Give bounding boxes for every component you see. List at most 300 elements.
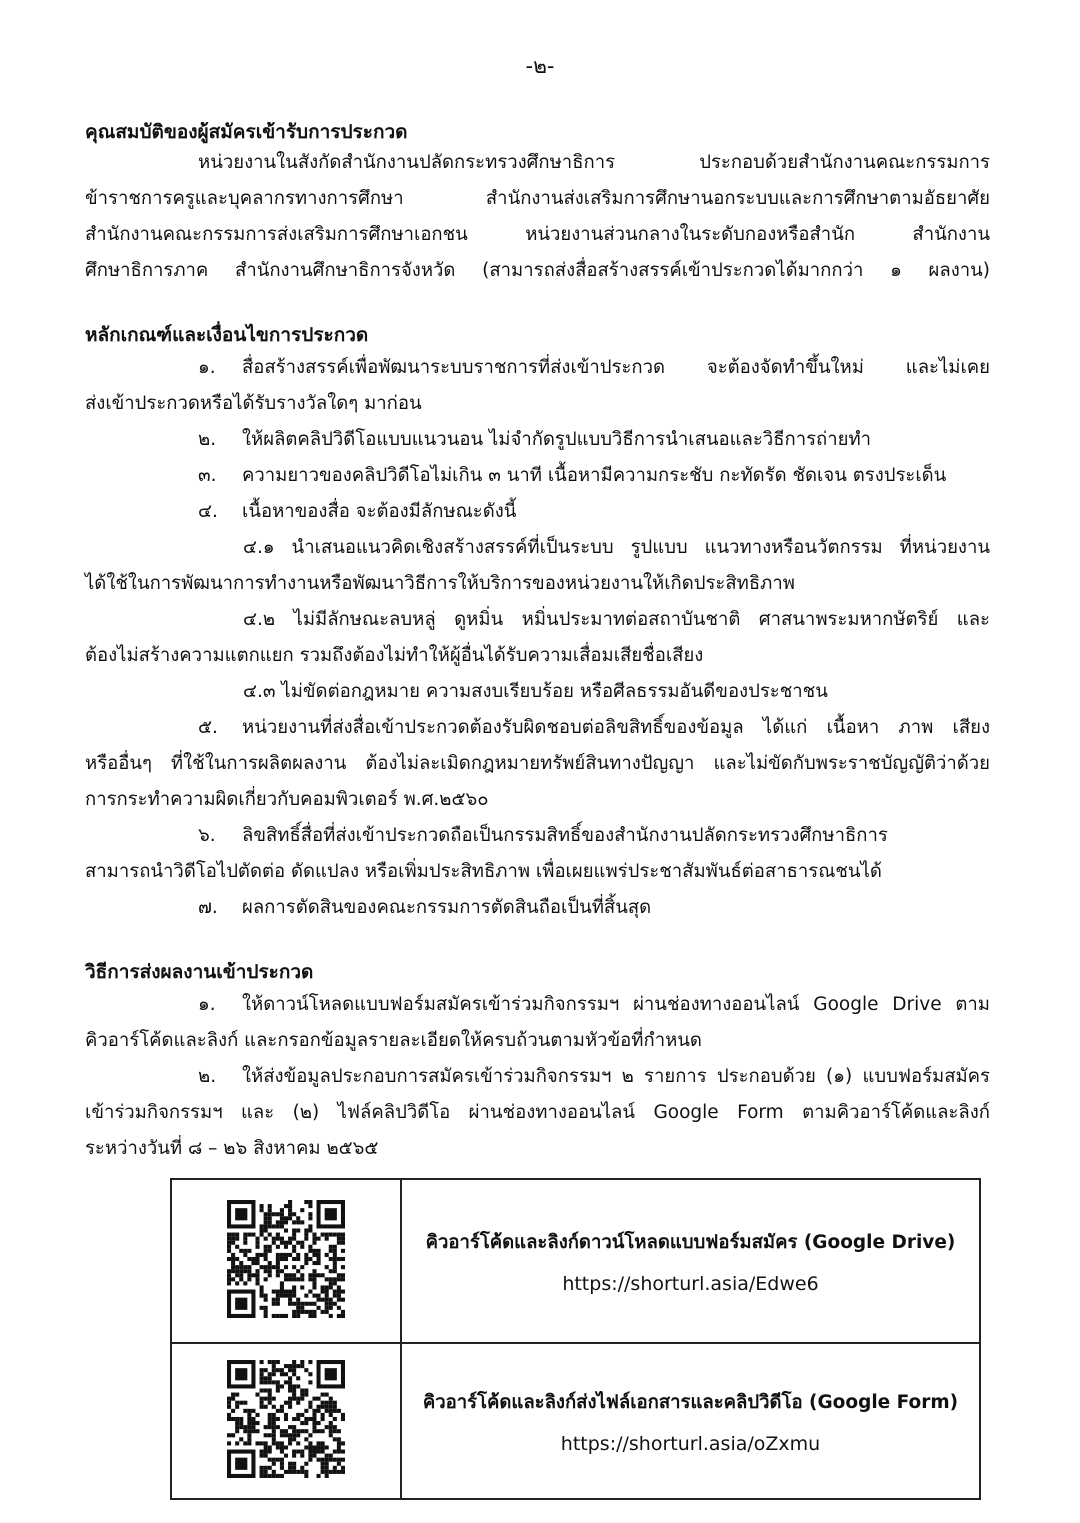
qr-module xyxy=(341,1441,345,1445)
qr-module xyxy=(317,1237,321,1241)
qr-module xyxy=(296,1298,300,1302)
qr-module xyxy=(308,1314,312,1318)
paragraph-line: ข้าราชการครูและบุคลากรทางการศึกษา สำนักงานส่งเสริมการศึกษานอกระบบและการศึกษาตามอัธยาศัย xyxy=(85,188,990,209)
qr-module xyxy=(260,1294,264,1298)
qr-module xyxy=(284,1445,288,1449)
qr-module xyxy=(292,1425,296,1429)
qr-module xyxy=(292,1273,296,1277)
qr-description-cell xyxy=(401,1343,980,1499)
qr-module xyxy=(308,1458,312,1462)
qr-module xyxy=(288,1253,292,1257)
qr-module xyxy=(312,1397,316,1401)
qr-module xyxy=(284,1220,288,1224)
qr-module xyxy=(321,1273,325,1277)
qr-finder-pattern xyxy=(235,1458,247,1470)
qr-module xyxy=(280,1294,284,1298)
qr-module xyxy=(292,1450,296,1454)
qr-module xyxy=(260,1401,264,1405)
qr-module xyxy=(280,1253,284,1257)
qr-module xyxy=(288,1397,292,1401)
qr-module xyxy=(300,1454,304,1458)
qr-module xyxy=(296,1470,300,1474)
qr-module xyxy=(308,1249,312,1253)
page-number: -๒- xyxy=(525,54,555,78)
qr-module xyxy=(296,1364,300,1368)
qr-module xyxy=(284,1413,288,1417)
list-item-number: ๑. xyxy=(198,994,216,1015)
qr-module xyxy=(292,1265,296,1269)
qr-module xyxy=(280,1290,284,1294)
qr-module xyxy=(308,1310,312,1314)
qr-module xyxy=(272,1474,276,1478)
qr-module xyxy=(280,1441,284,1445)
qr-module xyxy=(329,1298,333,1302)
list-item xyxy=(198,356,990,380)
qr-module xyxy=(284,1417,288,1421)
qr-module xyxy=(276,1265,280,1269)
qr-module xyxy=(296,1376,300,1380)
qr-module xyxy=(337,1241,341,1245)
qr-module xyxy=(292,1285,296,1289)
qr-module xyxy=(329,1458,333,1462)
qr-module xyxy=(292,1388,296,1392)
qr-module xyxy=(239,1425,243,1429)
qr-module xyxy=(235,1237,239,1241)
qr-module xyxy=(329,1249,333,1253)
qr-module xyxy=(268,1474,272,1478)
qr-module xyxy=(231,1257,235,1261)
qr-module xyxy=(333,1429,337,1433)
qr-module xyxy=(296,1397,300,1401)
qr-module xyxy=(341,1249,345,1253)
qr-module xyxy=(333,1409,337,1413)
qr-module xyxy=(292,1277,296,1281)
qr-module xyxy=(300,1413,304,1417)
qr-module xyxy=(321,1458,325,1462)
qr-module xyxy=(264,1466,268,1470)
qr-module xyxy=(260,1376,264,1380)
qr-module xyxy=(329,1421,333,1425)
qr-module xyxy=(284,1364,288,1368)
list-item xyxy=(198,716,990,740)
qr-module xyxy=(321,1417,325,1421)
qr-module xyxy=(260,1405,264,1409)
qr-module xyxy=(272,1397,276,1401)
qr-module xyxy=(284,1314,288,1318)
qr-module xyxy=(268,1417,272,1421)
qr-module xyxy=(276,1253,280,1257)
qr-module xyxy=(312,1302,316,1306)
qr-module xyxy=(337,1237,341,1241)
qr-module xyxy=(231,1433,235,1437)
qr-module xyxy=(300,1220,304,1224)
qr-module xyxy=(260,1233,264,1237)
qr-module xyxy=(321,1233,325,1237)
qr-module xyxy=(317,1294,321,1298)
qr-module xyxy=(292,1249,296,1253)
qr-module xyxy=(239,1249,243,1253)
qr-module xyxy=(341,1417,345,1421)
qr-module xyxy=(231,1241,235,1245)
qr-module xyxy=(264,1253,268,1257)
qr-module xyxy=(284,1277,288,1281)
qr-module xyxy=(268,1450,272,1454)
qr-module xyxy=(296,1228,300,1232)
list-item-text: หน่วยงานที่ส่งสื่อเข้าประกวดต้องรับผิดชอบต่อลิขสิทธิ์ของข้อมูล ได้แก่ เนื้อหา ภาพ เสียง xyxy=(242,717,990,738)
qr-module xyxy=(280,1450,284,1454)
qr-module xyxy=(288,1298,292,1302)
qr-module xyxy=(337,1290,341,1294)
qr-module xyxy=(337,1314,341,1318)
qr-module xyxy=(300,1393,304,1397)
qr-module xyxy=(260,1368,264,1372)
qr-module xyxy=(264,1425,268,1429)
qr-module xyxy=(333,1417,337,1421)
qr-module xyxy=(264,1380,268,1384)
qr-module xyxy=(247,1257,251,1261)
qr-module xyxy=(288,1470,292,1474)
qr-module xyxy=(280,1237,284,1241)
qr-module xyxy=(312,1429,316,1433)
qr-module xyxy=(260,1204,264,1208)
qr-link[interactable]: https://shorturl.asia/oZxmu xyxy=(560,1432,821,1455)
qr-module xyxy=(292,1302,296,1306)
qr-module xyxy=(288,1237,292,1241)
sub-item: ๔.๒ ไม่มีลักษณะลบหลู่ ดูหมิ่น หมิ่นประมาทต่อสถาบันชาติ ศาสนาพระมหากษัตริย์ และ xyxy=(243,609,990,630)
qr-module xyxy=(272,1302,276,1306)
qr-module xyxy=(268,1397,272,1401)
qr-module xyxy=(304,1437,308,1441)
qr-module xyxy=(288,1216,292,1220)
qr-module xyxy=(272,1421,276,1425)
qr-module xyxy=(333,1401,337,1405)
qr-module xyxy=(251,1233,255,1237)
qr-module xyxy=(296,1401,300,1405)
qr-module xyxy=(337,1277,341,1281)
qr-module xyxy=(296,1310,300,1314)
qr-module xyxy=(288,1200,292,1204)
qr-module xyxy=(231,1233,235,1237)
qr-module xyxy=(227,1241,231,1245)
qr-module xyxy=(325,1237,329,1241)
qr-module xyxy=(317,1397,321,1401)
qr-module xyxy=(325,1290,329,1294)
qr-module xyxy=(329,1397,333,1401)
qr-module xyxy=(304,1310,308,1314)
list-item xyxy=(198,1065,990,1089)
qr-module xyxy=(280,1269,284,1273)
qr-module xyxy=(317,1249,321,1253)
qr-module xyxy=(329,1285,333,1289)
qr-module xyxy=(280,1285,284,1289)
qr-module xyxy=(260,1450,264,1454)
qr-module xyxy=(325,1470,329,1474)
qr-module xyxy=(272,1241,276,1245)
qr-module xyxy=(292,1393,296,1397)
qr-module xyxy=(325,1393,329,1397)
qr-module xyxy=(260,1285,264,1289)
qr-module xyxy=(260,1360,264,1364)
qr-label: คิวอาร์โค้ดและลิงก์ส่งไฟล์เอกสารและคลิปวิดีโอ (Google Form) xyxy=(422,1391,959,1413)
qr-module xyxy=(264,1228,268,1232)
qr-module xyxy=(284,1273,288,1277)
qr-module xyxy=(272,1298,276,1302)
qr-module xyxy=(239,1437,243,1441)
qr-module xyxy=(317,1450,321,1454)
qr-module xyxy=(333,1458,337,1462)
qr-module xyxy=(304,1302,308,1306)
qr-module xyxy=(325,1425,329,1429)
qr-module xyxy=(304,1445,308,1449)
qr-module xyxy=(264,1310,268,1314)
qr-module xyxy=(321,1290,325,1294)
qr-module xyxy=(247,1433,251,1437)
qr-module xyxy=(308,1401,312,1405)
qr-module xyxy=(268,1425,272,1429)
qr-module xyxy=(308,1273,312,1277)
qr-module xyxy=(227,1405,231,1409)
qr-module xyxy=(300,1285,304,1289)
qr-module xyxy=(235,1233,239,1237)
qr-module xyxy=(337,1273,341,1277)
qr-module xyxy=(272,1212,276,1216)
qr-module xyxy=(341,1413,345,1417)
qr-module xyxy=(317,1405,321,1409)
qr-module xyxy=(312,1421,316,1425)
qr-module xyxy=(296,1450,300,1454)
qr-module xyxy=(308,1380,312,1384)
qr-module xyxy=(264,1237,268,1241)
qr-module xyxy=(329,1429,333,1433)
qr-module xyxy=(243,1233,247,1237)
qr-module xyxy=(329,1269,333,1273)
qr-module xyxy=(292,1237,296,1241)
qr-module xyxy=(325,1454,329,1458)
qr-module xyxy=(337,1294,341,1298)
list-item-continuation: ระหว่างวันที่ ๘ – ๒๖ สิงหาคม ๒๕๖๕ xyxy=(85,1138,379,1159)
qr-module xyxy=(268,1204,272,1208)
qr-module xyxy=(292,1294,296,1298)
list-item xyxy=(198,896,651,920)
qr-module xyxy=(288,1277,292,1281)
qr-module xyxy=(255,1245,259,1249)
qr-module xyxy=(325,1285,329,1289)
qr-module xyxy=(264,1220,268,1224)
qr-module xyxy=(333,1290,337,1294)
qr-module xyxy=(272,1368,276,1372)
qr-module xyxy=(235,1281,239,1285)
qr-module xyxy=(247,1437,251,1441)
qr-module xyxy=(255,1277,259,1281)
qr-module xyxy=(300,1397,304,1401)
qr-module xyxy=(268,1376,272,1380)
qr-module xyxy=(317,1409,321,1413)
qr-module xyxy=(308,1445,312,1449)
qr-module xyxy=(304,1294,308,1298)
qr-module xyxy=(268,1388,272,1392)
qr-module xyxy=(231,1277,235,1281)
list-item xyxy=(198,500,516,524)
qr-module xyxy=(255,1237,259,1241)
qr-module xyxy=(300,1208,304,1212)
qr-module xyxy=(251,1429,255,1433)
qr-module xyxy=(292,1470,296,1474)
qr-module xyxy=(304,1409,308,1413)
qr-module xyxy=(264,1450,268,1454)
qr-module xyxy=(284,1253,288,1257)
qr-module xyxy=(231,1261,235,1265)
qr-module xyxy=(296,1314,300,1318)
qr-module xyxy=(272,1372,276,1376)
qr-module xyxy=(280,1445,284,1449)
qr-module xyxy=(292,1466,296,1470)
qr-module xyxy=(260,1470,264,1474)
qr-module xyxy=(235,1421,239,1425)
qr-code-icon[interactable] xyxy=(227,1360,345,1478)
list-item-text: ลิขสิทธิ์สื่อที่ส่งเข้าประกวดถือเป็นกรรมสิทธิ์ของสำนักงานปลัดกระทรวงศึกษาธิการ xyxy=(242,825,888,846)
sub-item: ๔.๓ ไม่ขัดต่อกฎหมาย ความสงบเรียบร้อย หรือศีลธรรมอันดีของประชาชน xyxy=(243,681,828,702)
qr-module xyxy=(288,1368,292,1372)
qr-module xyxy=(325,1265,329,1269)
qr-module xyxy=(325,1302,329,1306)
qr-module xyxy=(308,1450,312,1454)
qr-module xyxy=(296,1384,300,1388)
qr-module xyxy=(264,1265,268,1269)
qr-module xyxy=(255,1257,259,1261)
qr-module xyxy=(264,1298,268,1302)
qr-module xyxy=(308,1441,312,1445)
qr-module xyxy=(333,1302,337,1306)
sub-item-continuation: ได้ใช้ในการพัฒนาการทำงานหรือพัฒนาวิธีการให้บริการของหน่วยงานให้เกิดประสิทธิภาพ xyxy=(85,573,795,594)
qr-module xyxy=(329,1413,333,1417)
qr-module xyxy=(268,1208,272,1212)
qr-module xyxy=(272,1265,276,1269)
list-item xyxy=(198,824,990,848)
qr-module xyxy=(268,1458,272,1462)
qr-module xyxy=(312,1249,316,1253)
qr-module xyxy=(304,1253,308,1257)
qr-module xyxy=(325,1474,329,1478)
qr-module xyxy=(312,1253,316,1257)
qr-module xyxy=(260,1474,264,1478)
qr-module xyxy=(312,1445,316,1449)
qr-module xyxy=(280,1409,284,1413)
qr-module xyxy=(284,1401,288,1405)
qr-link[interactable]: https://shorturl.asia/Edwe6 xyxy=(562,1272,819,1295)
qr-code-icon[interactable] xyxy=(227,1200,345,1318)
qr-cell xyxy=(171,1343,401,1499)
qr-module xyxy=(325,1445,329,1449)
qr-module xyxy=(304,1421,308,1425)
qr-module xyxy=(329,1409,333,1413)
qr-module xyxy=(284,1454,288,1458)
qr-module xyxy=(300,1306,304,1310)
qr-module xyxy=(341,1450,345,1454)
qr-module xyxy=(296,1220,300,1224)
qr-module xyxy=(251,1273,255,1277)
qr-module xyxy=(329,1277,333,1281)
qr-module xyxy=(235,1245,239,1249)
qr-module xyxy=(276,1388,280,1392)
qr-module xyxy=(272,1437,276,1441)
list-item-text: เนื้อหาของสื่อ จะต้องมีลักษณะดังนี้ xyxy=(242,501,517,522)
qr-module xyxy=(300,1421,304,1425)
section-heading-qualifications: คุณสมบัติของผู้สมัครเข้ารับการประกวด xyxy=(85,121,408,143)
qr-module xyxy=(288,1376,292,1380)
qr-module xyxy=(333,1405,337,1409)
qr-finder-pattern xyxy=(235,1208,247,1220)
qr-module xyxy=(260,1388,264,1392)
qr-module xyxy=(264,1470,268,1474)
qr-module xyxy=(292,1397,296,1401)
qr-module xyxy=(272,1470,276,1474)
qr-module xyxy=(288,1241,292,1245)
qr-module xyxy=(243,1281,247,1285)
table-row xyxy=(171,1179,980,1343)
qr-module xyxy=(264,1277,268,1281)
qr-module xyxy=(227,1441,231,1445)
qr-module xyxy=(304,1237,308,1241)
qr-module xyxy=(272,1417,276,1421)
qr-module xyxy=(280,1458,284,1462)
qr-module xyxy=(284,1245,288,1249)
list-item-number: ๒. xyxy=(198,1066,217,1087)
qr-module xyxy=(300,1450,304,1454)
list-item-continuation: การกระทำความผิดเกี่ยวกับคอมพิวเตอร์ พ.ศ.๒๕๖๐ xyxy=(85,789,489,810)
qr-module xyxy=(268,1249,272,1253)
list-item-number: ๓. xyxy=(198,465,217,486)
qr-module xyxy=(264,1212,268,1216)
qr-module xyxy=(308,1212,312,1216)
qr-module xyxy=(337,1233,341,1237)
qr-module xyxy=(341,1273,345,1277)
qr-module xyxy=(276,1417,280,1421)
qr-module xyxy=(337,1306,341,1310)
qr-module xyxy=(276,1212,280,1216)
qr-module xyxy=(308,1372,312,1376)
qr-module xyxy=(308,1257,312,1261)
qr-module xyxy=(325,1298,329,1302)
qr-module xyxy=(321,1405,325,1409)
qr-module xyxy=(300,1277,304,1281)
qr-module xyxy=(280,1372,284,1376)
qr-module xyxy=(333,1450,337,1454)
qr-module xyxy=(272,1360,276,1364)
qr-module xyxy=(272,1237,276,1241)
qr-module xyxy=(243,1253,247,1257)
qr-module xyxy=(280,1384,284,1388)
qr-module xyxy=(296,1302,300,1306)
qr-module xyxy=(276,1298,280,1302)
qr-module xyxy=(276,1294,280,1298)
qr-module xyxy=(333,1245,337,1249)
qr-module xyxy=(312,1310,316,1314)
qr-module xyxy=(329,1401,333,1405)
qr-code-table xyxy=(170,1178,981,1500)
qr-module xyxy=(284,1216,288,1220)
qr-module xyxy=(260,1397,264,1401)
section-heading-submission: วิธีการส่งผลงานเข้าประกวด xyxy=(85,961,314,983)
qr-module xyxy=(268,1245,272,1249)
qr-module xyxy=(239,1401,243,1405)
qr-module xyxy=(280,1220,284,1224)
qr-module xyxy=(337,1257,341,1261)
qr-module xyxy=(264,1368,268,1372)
qr-module xyxy=(255,1413,259,1417)
qr-module xyxy=(268,1360,272,1364)
qr-module xyxy=(231,1397,235,1401)
qr-module xyxy=(341,1470,345,1474)
